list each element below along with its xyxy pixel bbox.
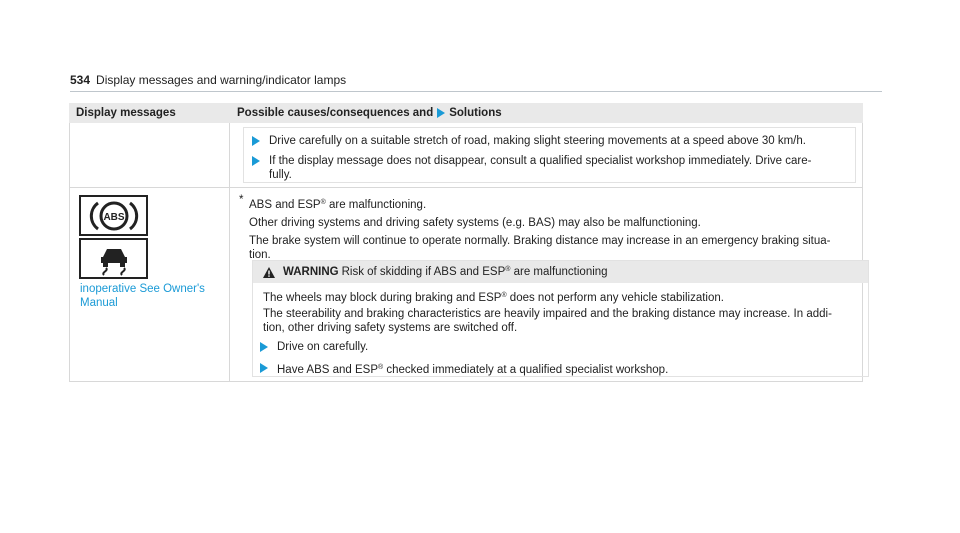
abs-warning-icon — [79, 195, 148, 236]
cause-text: ABS and ESP® are malfunctioning. Other driving systems and driving safety systems (e.g. BAS) may also be malfunctioning. The brake system will continue to operate normally. Braking distance may increase in an emergency braking situa- tion. — [249, 199, 831, 261]
row1-solutions-cell — [230, 123, 862, 187]
arrow-right-icon — [252, 156, 260, 166]
solution-step — [252, 361, 668, 377]
row1-message-cell — [70, 123, 230, 187]
solutions-box — [243, 127, 856, 183]
warning-title: Risk of skidding if ABS and ESP® are malfunctioning — [341, 266, 608, 278]
row2-solutions-cell — [230, 188, 862, 381]
display-messages-table — [69, 103, 863, 382]
solution-text: If the display message does not disappear, consult a qualified specialist workshop immediately. Drive care- fully. — [269, 155, 812, 181]
solution-text: Have ABS and ESP® checked immediately at a qualified specialist workshop. — [277, 364, 669, 376]
svg-text:ABS: ABS — [102, 211, 125, 223]
row2-message-cell — [70, 188, 230, 381]
table-row — [69, 123, 863, 188]
page-title: Display messages and warning/indicator lamps — [96, 73, 347, 87]
arrow-right-icon — [260, 363, 268, 373]
warning-label: WARNING — [283, 266, 339, 278]
table-header — [69, 103, 863, 123]
arrow-right-icon — [260, 342, 268, 352]
esp-skid-icon — [79, 238, 148, 279]
asterisk: * — [239, 194, 244, 206]
solution-text: Drive carefully on a suitable stretch of road, making slight steering movements at a speed above 30 km/h. — [269, 135, 806, 147]
solution-text: Drive on carefully. — [277, 341, 369, 353]
solution-step — [252, 340, 368, 354]
owners-manual-link[interactable]: inoperative See Owner's Manual — [80, 283, 205, 309]
page-number: 534 — [70, 73, 91, 87]
warning-box — [252, 260, 869, 377]
warning-header — [253, 261, 868, 283]
col2-header-text: Possible causes/consequences and — [237, 107, 434, 119]
solution-step — [244, 154, 855, 182]
arrow-right-icon — [252, 136, 260, 146]
col2-header-solutions: Solutions — [449, 107, 502, 119]
warning-body: The wheels may block during braking and ESP® does not perform any vehicle stabilization. The steerability and braking characteristics are heavily impaired and the braking distance may increase. In addi- tion, other driving safety systems are switched off. — [263, 292, 832, 334]
arrow-right-icon — [437, 108, 445, 118]
page-header — [70, 73, 882, 92]
col1-header: Display messages — [76, 107, 176, 119]
solution-step — [244, 134, 855, 148]
table-row — [69, 188, 863, 382]
col2-header — [229, 103, 863, 123]
warning-triangle-icon — [263, 267, 275, 278]
